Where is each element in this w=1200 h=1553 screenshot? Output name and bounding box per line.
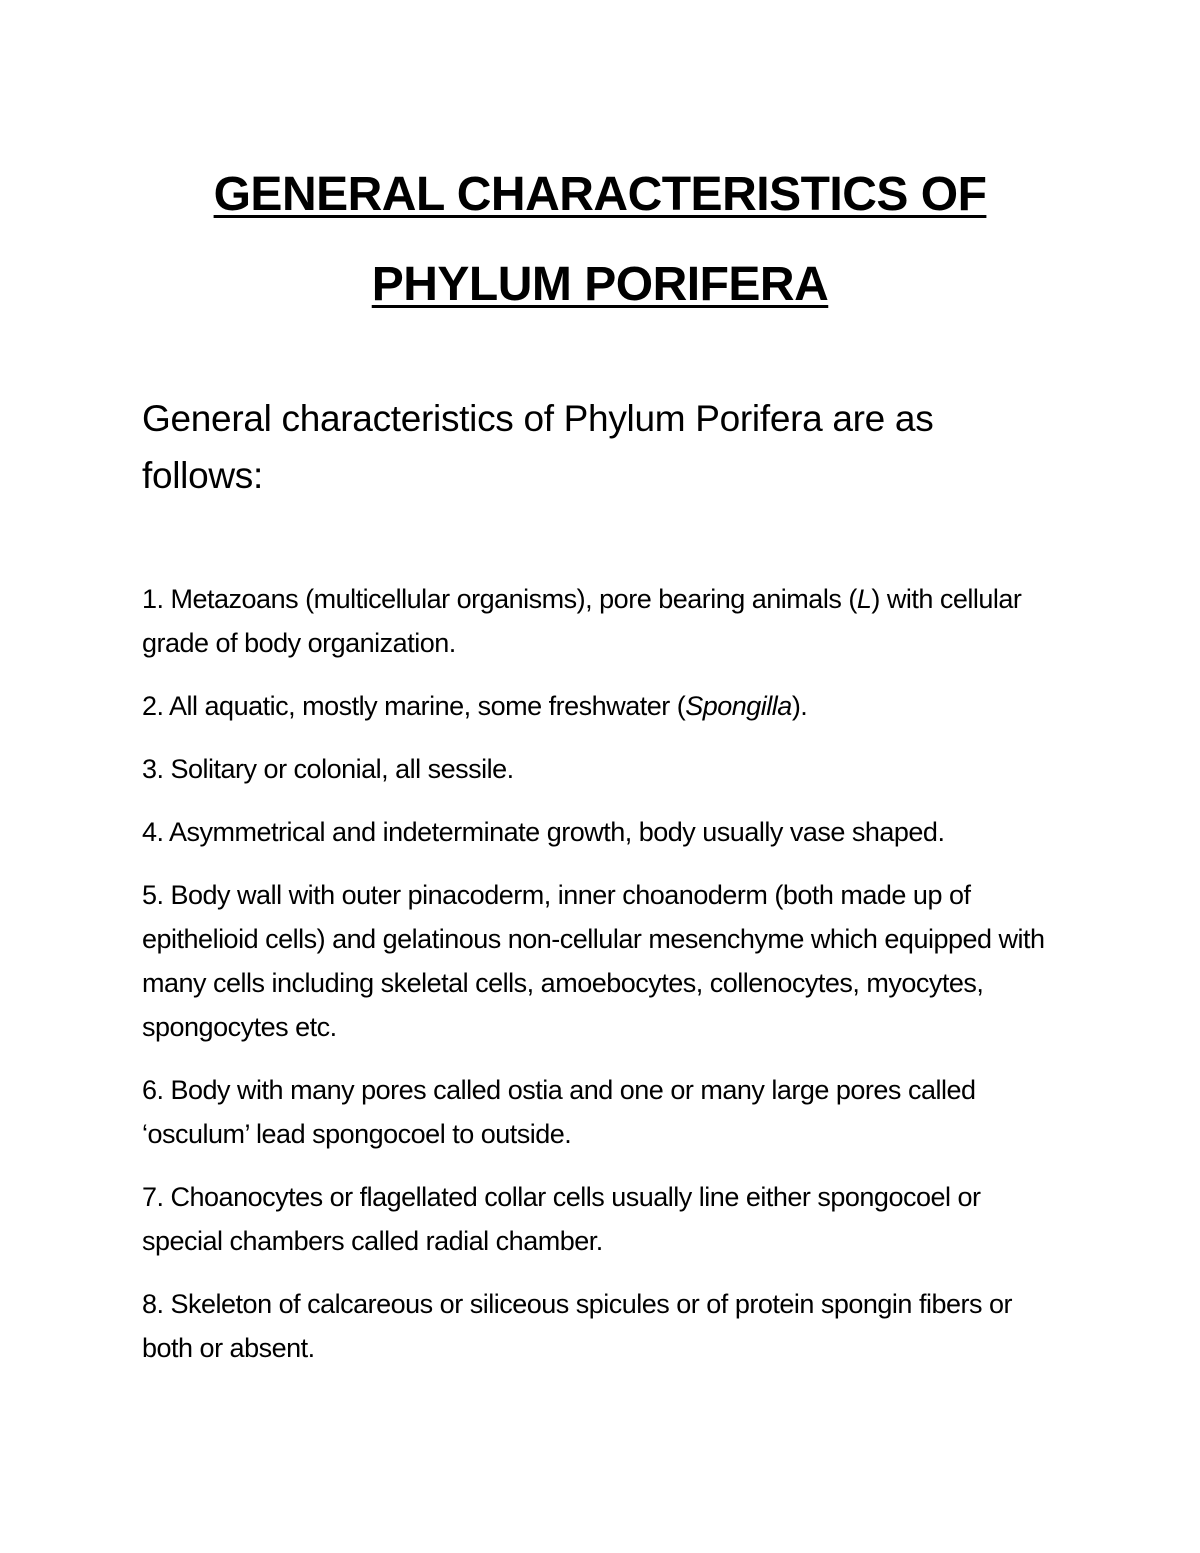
title-line-1: GENERAL CHARACTERISTICS OF: [213, 168, 987, 221]
list-item: 8. Skeleton of calcareous or siliceous spicules or of protein spongin fibers or both or absent.: [142, 1289, 1012, 1363]
list-item: 3. Solitary or colonial, all sessile.: [142, 754, 514, 784]
list-item: 4. Asymmetrical and indeterminate growth, body usually vase shaped.: [142, 817, 945, 847]
intro-paragraph: General characteristics of Phylum Porifera are as follows:: [142, 398, 934, 496]
page-title: [100, 150, 1100, 330]
list-item: 1. Metazoans (multicellular organisms), pore bearing animals (L) with cellular grade of body organization.: [142, 584, 1022, 658]
list-item: 7. Choanocytes or flagellated collar cells usually line either spongocoel or special chambers called radial chamber.: [142, 1182, 981, 1256]
title-line-2: PHYLUM PORIFERA: [371, 258, 829, 311]
characteristics-list: [142, 577, 1062, 1389]
list-item: 6. Body with many pores called ostia and one or many large pores called ‘osculum’ lead spongocoel to outside.: [142, 1075, 976, 1149]
list-item: 5. Body wall with outer pinacoderm, inner choanoderm (both made up of epithelioid cells) and gelatinous non-cellular mesenchyme which equipped with many cells including skeletal cells, amoebocytes, collenocytes, myocytes, spongocytes etc.: [142, 880, 1045, 1042]
list-item: 2. All aquatic, mostly marine, some freshwater (Spongilla).: [142, 691, 808, 721]
